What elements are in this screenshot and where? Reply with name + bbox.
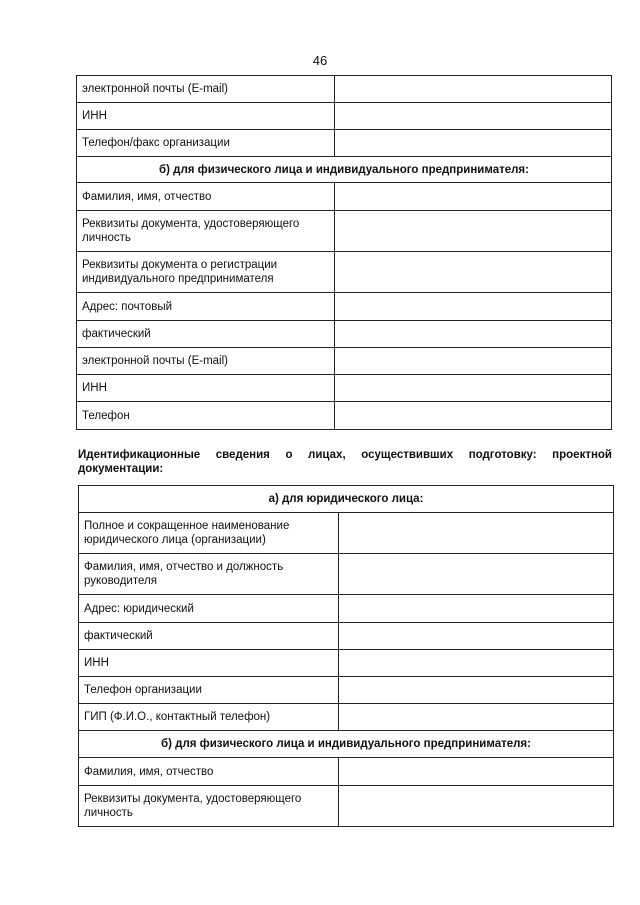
field-value-cell[interactable] xyxy=(339,623,614,650)
field-value-cell[interactable] xyxy=(339,513,614,554)
field-value-cell[interactable] xyxy=(335,103,612,130)
field-value-cell[interactable] xyxy=(335,211,612,252)
field-value-cell[interactable] xyxy=(335,76,612,103)
field-label: электронной почты (E-mail) xyxy=(77,348,335,375)
table-row xyxy=(79,704,614,731)
field-label: Адрес: юридический xyxy=(79,595,339,623)
field-value-cell[interactable] xyxy=(335,348,612,375)
field-label: Телефон xyxy=(77,402,335,430)
table-row xyxy=(77,375,612,402)
table-row xyxy=(77,321,612,348)
field-label: Фамилия, имя, отчество xyxy=(79,758,339,786)
field-value-cell[interactable] xyxy=(339,650,614,677)
table-row xyxy=(79,623,614,650)
table2-body xyxy=(79,486,614,827)
field-label: Реквизиты документа, удостоверяющего личность xyxy=(79,786,339,827)
field-value-cell[interactable] xyxy=(339,704,614,731)
field-label: Реквизиты документа о регистрации индивидуального предпринимателя xyxy=(77,252,335,293)
designer-details-table xyxy=(78,485,614,827)
table-row xyxy=(77,130,612,157)
field-value-cell[interactable] xyxy=(339,595,614,623)
table-row xyxy=(77,211,612,252)
table-row xyxy=(77,76,612,103)
table-row xyxy=(79,677,614,704)
table1-body xyxy=(77,76,612,430)
table-row xyxy=(79,513,614,554)
field-label: Телефон организации xyxy=(79,677,339,704)
applicant-details-table xyxy=(76,75,612,430)
field-label: фактический xyxy=(79,623,339,650)
section-heading: б) для физического лица и индивидуального предпринимателя: xyxy=(77,157,612,183)
section-heading: б) для физического лица и индивидуального предпринимателя: xyxy=(79,731,614,758)
field-value-cell[interactable] xyxy=(335,130,612,157)
section-row xyxy=(77,157,612,183)
table-row xyxy=(77,252,612,293)
field-value-cell[interactable] xyxy=(339,786,614,827)
table-row xyxy=(77,103,612,130)
field-value-cell[interactable] xyxy=(335,252,612,293)
field-value-cell[interactable] xyxy=(335,183,612,211)
table-row xyxy=(79,758,614,786)
field-value-cell[interactable] xyxy=(339,758,614,786)
table-row xyxy=(79,650,614,677)
field-label: Фамилия, имя, отчество xyxy=(77,183,335,211)
field-value-cell[interactable] xyxy=(335,402,612,430)
field-label: Адрес: почтовый xyxy=(77,293,335,321)
field-value-cell[interactable] xyxy=(339,554,614,595)
field-value-cell[interactable] xyxy=(335,375,612,402)
field-label: Полное и сокращенное наименование юридического лица (организации) xyxy=(79,513,339,554)
table-row xyxy=(77,183,612,211)
table-row xyxy=(79,595,614,623)
field-label: фактический xyxy=(77,321,335,348)
page-number: 46 xyxy=(312,53,328,68)
table-row xyxy=(77,402,612,430)
field-label: ИНН xyxy=(77,103,335,130)
field-label: ИНН xyxy=(79,650,339,677)
table-row xyxy=(77,348,612,375)
field-value-cell[interactable] xyxy=(339,677,614,704)
field-label: Реквизиты документа, удостоверяющего личность xyxy=(77,211,335,252)
field-value-cell[interactable] xyxy=(335,293,612,321)
designer-identification-heading: Идентификационные сведения о лицах, осуществивших подготовку: проектной документации: xyxy=(78,449,612,475)
section-row xyxy=(79,486,614,513)
field-label: Телефон/факс организации xyxy=(77,130,335,157)
field-label: ГИП (Ф.И.О., контактный телефон) xyxy=(79,704,339,731)
field-label: ИНН xyxy=(77,375,335,402)
section-row xyxy=(79,731,614,758)
table-row xyxy=(79,786,614,827)
section-heading: а) для юридического лица: xyxy=(79,486,614,513)
field-label: Фамилия, имя, отчество и должность руководителя xyxy=(79,554,339,595)
table-row xyxy=(79,554,614,595)
field-value-cell[interactable] xyxy=(335,321,612,348)
table-row xyxy=(77,293,612,321)
field-label: электронной почты (E-mail) xyxy=(77,76,335,103)
